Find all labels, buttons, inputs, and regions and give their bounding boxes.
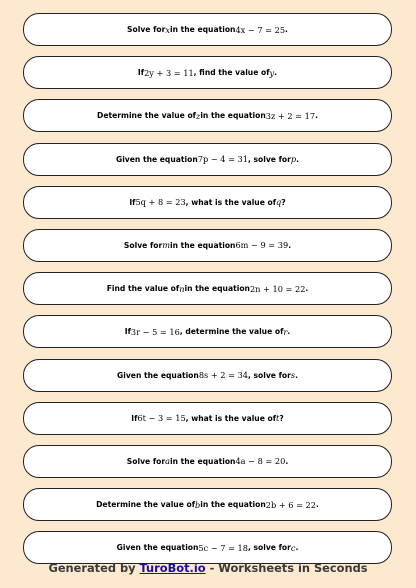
problem-text: , determine the value of	[179, 327, 284, 337]
problem-card	[23, 99, 392, 132]
math-variable: q	[276, 197, 282, 208]
problem-text: .	[296, 154, 300, 164]
problem-card	[23, 143, 392, 176]
problem-text: Given the equation	[117, 370, 199, 380]
math-variable: x	[165, 24, 170, 35]
math-equation: 6t − 3 = 15	[137, 413, 186, 424]
math-variable: c	[290, 542, 296, 553]
turobot-link[interactable]: TuroBot.io	[139, 561, 206, 575]
math-variable: a	[165, 456, 170, 467]
problem-text: .	[315, 500, 319, 510]
problem-text: Find the value of	[106, 284, 180, 294]
problem-text: Solve for	[123, 240, 163, 250]
math-variable: y	[269, 67, 275, 78]
problem-text: , solve for	[247, 543, 291, 553]
problem-card	[23, 359, 392, 392]
problem-text: If	[137, 68, 145, 78]
math-equation: 3z + 2 = 17	[265, 110, 316, 121]
math-equation: 8s + 2 = 34	[198, 370, 248, 380]
math-equation: 4x − 7 = 25	[235, 24, 286, 35]
problem-text: in the equation	[169, 25, 236, 34]
math-equation: 6m − 9 = 39	[235, 240, 289, 251]
problem-text: .	[274, 68, 278, 78]
math-equation: 5c − 7 = 18	[198, 542, 248, 553]
problem-text: , solve for	[247, 370, 291, 380]
problem-text: in the equation	[169, 240, 236, 250]
problem-text: , what is the value of	[185, 197, 277, 207]
problem-text: .	[288, 240, 292, 250]
problem-text: in the equation	[184, 284, 250, 294]
problem-text: Given the equation	[116, 543, 199, 553]
problem-text: , what is the value of	[185, 413, 277, 423]
problem-card	[23, 531, 392, 564]
problem-card	[23, 488, 392, 521]
problem-text: in the equation	[200, 500, 266, 510]
problem-text: If	[124, 327, 131, 337]
problem-card	[23, 272, 392, 305]
problem-text: in the equation	[200, 111, 266, 121]
math-variable: r	[283, 326, 288, 337]
problem-card	[23, 186, 392, 219]
problem-card	[23, 13, 392, 46]
problem-text: If	[129, 197, 136, 207]
math-equation: 3r − 5 = 16	[130, 326, 180, 337]
math-variable: p	[290, 154, 297, 165]
problem-card	[23, 229, 392, 262]
problem-text: , find the value of	[193, 68, 270, 78]
problem-text: If	[131, 413, 138, 423]
footer-suffix: - Worksheets in Seconds	[205, 561, 368, 575]
problem-text: ?	[279, 413, 284, 423]
footer	[0, 561, 416, 575]
footer-prefix: Generated by	[48, 561, 140, 575]
problem-card	[23, 315, 392, 348]
problem-text: , solve for	[247, 154, 291, 164]
math-equation: 2y + 3 = 11	[144, 67, 194, 78]
problem-text: .	[285, 456, 289, 466]
problem-card	[23, 445, 392, 478]
problem-text: Solve for	[127, 25, 166, 34]
math-variable: s	[290, 370, 296, 380]
problem-text: .	[305, 284, 309, 294]
problem-text: .	[295, 543, 299, 553]
problem-text: ?	[281, 197, 286, 207]
problem-text: .	[315, 111, 318, 121]
math-equation: 4a − 8 = 20	[235, 456, 286, 467]
math-variable: t	[276, 413, 280, 424]
math-equation: 2n + 10 = 22	[249, 283, 306, 294]
problem-card	[23, 402, 392, 435]
math-equation: 5q + 8 = 23	[135, 197, 186, 208]
math-variable: n	[179, 283, 185, 294]
worksheet	[23, 13, 392, 574]
problem-text: in the equation	[169, 456, 236, 466]
problem-text: Determine the value of	[97, 111, 196, 121]
problem-text: Solve for	[126, 456, 166, 466]
math-equation: 2b + 6 = 22	[265, 499, 316, 510]
math-variable: b	[195, 499, 201, 510]
problem-text: .	[285, 25, 288, 34]
problem-text: Determine the value of	[96, 500, 196, 510]
math-variable: z	[195, 110, 201, 121]
math-variable: m	[162, 240, 170, 251]
problem-card	[23, 56, 392, 89]
problem-text: Given the equation	[115, 154, 198, 164]
math-equation: 7p − 4 = 31	[197, 154, 248, 165]
problem-text: .	[295, 370, 298, 380]
problem-text: .	[287, 327, 291, 337]
